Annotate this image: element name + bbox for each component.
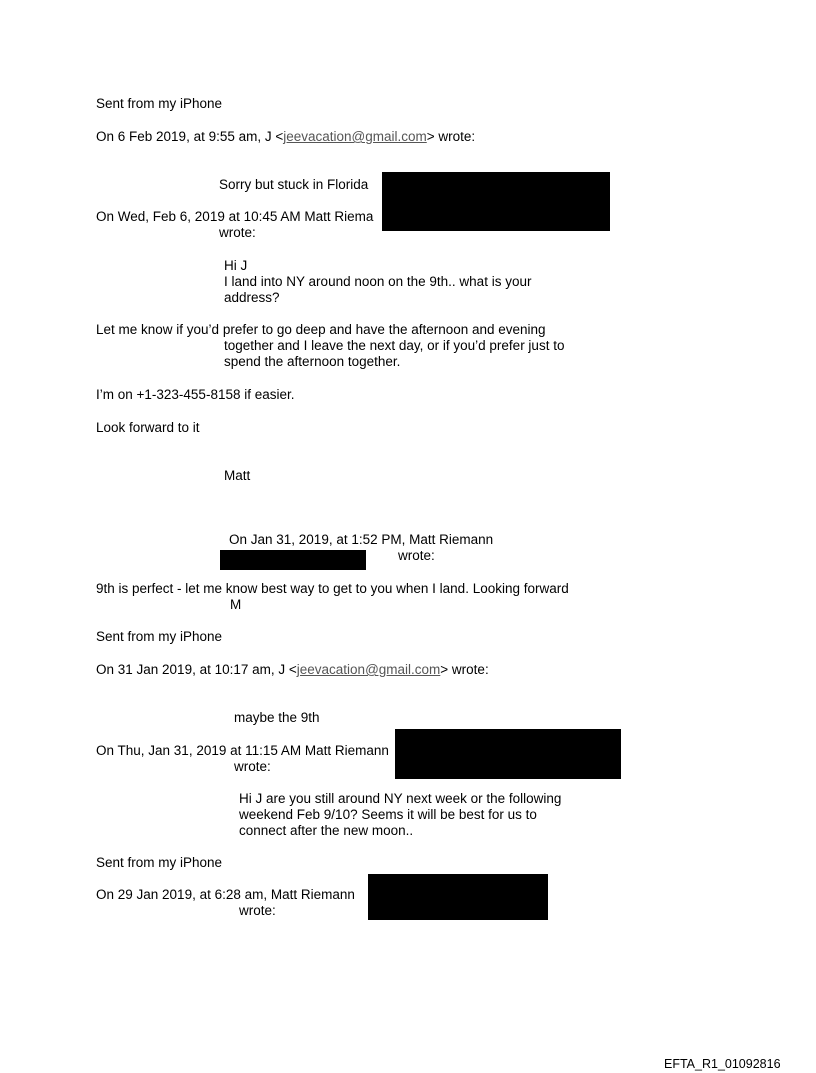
redaction-block [220,550,366,570]
reply-header-jeevacation-feb6 [96,129,475,145]
email-link[interactable]: jeevacation@gmail.com [283,129,427,144]
redaction-block [382,172,610,231]
message-body-line: together and I leave the next day, or if you’d prefer just to [224,338,565,353]
header-suffix: > wrote: [440,662,489,677]
header-suffix: > wrote: [426,129,476,144]
header-prefix: On 31 Jan 2019, at 10:17 am, J < [96,662,297,677]
reply-header-jeevacation-jan31 [96,662,489,678]
redaction-block [395,729,621,779]
message-body-line: weekend Feb 9/10? Seems it will be best for us to [239,807,537,822]
phone-line: I’m on +1-323-455-8158 if easier. [96,387,295,402]
closing-line: Look forward to it [96,420,200,435]
reply-header-wrote: wrote: [219,225,256,240]
redaction-block [368,874,548,920]
email-link[interactable]: jeevacation@gmail.com [296,662,441,677]
sent-from-iphone: Sent from my iPhone [96,855,223,870]
message-body-line: Hi J are you still around NY next week or the following [239,791,562,806]
message-body-line: Let me know if you’d prefer to go deep and have the afternoon and evening [96,322,546,337]
message-greeting: Hi J [224,258,248,273]
sent-from-iphone: Sent from my iPhone [96,96,223,111]
reply-header-matt-feb6: On Wed, Feb 6, 2019 at 10:45 AM Matt Riema [96,209,374,224]
message-body-maybe: maybe the 9th [234,710,320,725]
message-body-line: address? [224,290,280,305]
reply-header-matt-jan31-thu: On Thu, Jan 31, 2019 at 11:15 AM Matt Riemann [96,743,389,758]
message-signoff: M [230,597,242,612]
document-id: EFTA_R1_01092816 [664,1057,781,1071]
reply-header-wrote: wrote: [398,548,435,563]
reply-header-matt-jan31: On Jan 31, 2019, at 1:52 PM, Matt Riemann [229,532,494,547]
signature: Matt [224,468,251,483]
message-body-line: connect after the new moon.. [239,823,414,838]
header-prefix: On 6 Feb 2019, at 9:55 am, J < [96,129,284,144]
message-body-sorry: Sorry but stuck in Florida [219,177,369,192]
reply-header-matt-jan29: On 29 Jan 2019, at 6:28 am, Matt Riemann [96,887,355,902]
reply-header-wrote: wrote: [239,903,276,918]
message-body-line: I land into NY around noon on the 9th.. what is your [224,274,532,289]
message-body-line: spend the afternoon together. [224,354,401,369]
sent-from-iphone: Sent from my iPhone [96,629,223,644]
message-body-line: 9th is perfect - let me know best way to get to you when I land. Looking forward [96,581,569,596]
reply-header-wrote: wrote: [234,759,271,774]
